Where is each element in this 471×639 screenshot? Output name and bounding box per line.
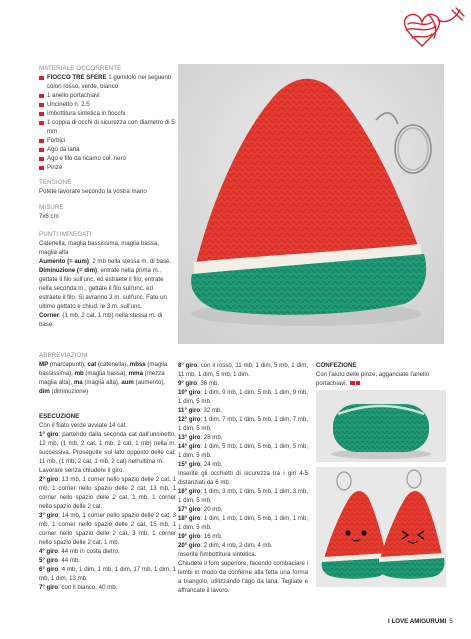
materials-header: MATERIALE OCCORRENTE	[39, 65, 122, 72]
round-row: 11° giro: 32 mb.	[178, 407, 223, 414]
stitches-intro: Catenella, maglia bassissima, maglia bassa, maglia alta	[39, 240, 159, 256]
red-square-bullet-icon	[350, 381, 355, 386]
round-row: 2° giro: 13 mb, 1 corner nello spazio delle 2 cat, 1 mb, 1 corner nello spazio delle 2 cat, 13 mb, 1 corner nello spazio delle 2 cat, 1 mb, 1 corner nello spazio delle 2 cat.	[39, 476, 177, 510]
round-row: 12° giro: 1 dim, 7 mb, 1 dim, 5 mb, 1 dim, 7 mb, 1 dim, 5 mb.	[178, 416, 308, 432]
round-row: Lavorare senza chiudere il giro.	[39, 467, 125, 474]
round-row: 7° giro: con il bianco, 40 mb.	[39, 584, 118, 591]
round-row: 10° giro: 1 dim, 9 mb, 1 dim, 5 mb, 1 dim, 9 mb, 1 dim, 5 mb.	[178, 389, 308, 405]
abbreviations-text: MP (marcapunti), cat (catenella), mbss (maglia bassissima), mb (maglia bassa), mma (mezza maglia alta), ma (maglia alta), aum (aumento), dim (diminuzione)	[39, 361, 168, 395]
round-row: 1° giro: partendo dalla seconda cat dall'uncinetto, 12 mb, (1 mb, 2 cat, 1 mb, 2 cat, 1 mb) nella m. successiva. Proseguite sul lato opposto delle cat: 11 mb, (1 mb, 2 cat, 1 mb, 2 cat) nell'ultima m.	[39, 431, 176, 465]
watermelon-pair-photo	[316, 467, 446, 587]
round-row: Inserite l'imbottitura sintetica.	[178, 551, 257, 558]
round-row: 19° giro: 16 mb.	[178, 533, 223, 540]
round-row: 9° giro: 36 mb.	[178, 380, 220, 387]
material-item: FIOCCO TRE SFERE 1 gomitolo nei seguenti colori rosso, verde, bianco	[39, 73, 176, 91]
stitch-item: Corner: (1 mb, 2 cat, 1 mb) nella stessa m. di base.	[39, 312, 163, 328]
tension-text: Potete lavorare secondo la vostra mano	[39, 188, 147, 195]
green-rind-piece-photo	[316, 390, 446, 462]
round-row: 14° giro: 1 dim, 5 mb, 1 dim, 5 mb, 1 dim, 5 mb, 1 dim, 5 mb.	[178, 443, 308, 459]
rounds-column	[178, 361, 308, 595]
tension-section	[39, 178, 176, 196]
round-row: 17° giro: 20 mb.	[178, 506, 223, 513]
material-item: Forbici	[39, 136, 176, 145]
assembly-section	[316, 361, 446, 388]
round-row: 6° giro: 4 mb, 1 dim, 1 mb, 1 dim, 17 mb, 1 dim, 1 mb, 1 dim, 13 mb.	[39, 566, 177, 582]
round-row: 15° giro: 24 mb.	[178, 461, 223, 468]
material-item: Imbottitura sintetica in fiocchi	[39, 109, 176, 118]
material-item: 1 anello portachiavi	[39, 91, 176, 100]
round-row: 20° giro: 2 dim, 4 mb, 2 dim, 4 mb.	[178, 542, 273, 549]
yarn-ball-heart-icon	[398, 6, 466, 54]
size-text: 7x6 cm	[39, 213, 59, 220]
round-row: Inserite gli occhietti di sicurezza tra i giri 4-5 distanziati da 6 mb.	[178, 470, 308, 486]
abbreviations-section	[39, 351, 176, 396]
stitch-item: Diminuzione (= dim): entrate nella prima m., gettate il filo sull'unc. ed estraete il filo; entrate nella seconda m., gettate il filo sull'unc. ed estraete il filo. Si avranno 3 m. sull'unc. Fate un ultimo gettato e chiud. le 3 m. sull'unc.	[39, 267, 167, 310]
watermelon-keychain-photo	[178, 64, 444, 344]
red-square-bullet-icon	[356, 381, 361, 386]
round-row: Chiudete il foro superiore, facendo combaciare i lembi in modo da conferire alla fetta una forma a triangolo, utilizzando l'ago da lana. Tagliate e affrancate il lavoro.	[178, 560, 308, 594]
stitches-header: PUNTI IMPIEGATI	[39, 231, 92, 238]
size-header: MISURE	[39, 204, 64, 211]
assembly-text: Con l'aiuto delle pinze, agganciate l'anello portachiavi.	[316, 371, 430, 387]
material-item: 1 coppia di occhi di sicurezza con diametro di 5 mm	[39, 118, 176, 136]
round-row: 3° giro: 14 mb, 1 corner nello spazio delle 2 cat, 3 mb, 1 corner nello spazio delle 2 cat, 15 mb, 1 corner nello spazio delle 2 cat, 3 mb, 1 corner nello spazio delle 2 cat, 1 mb.	[39, 512, 177, 546]
round-row: 13° giro: 28 mb.	[178, 434, 223, 441]
round-row: 18° giro: 1 dim, 1 mb, 1 dim, 5 mb, 1 dim, 1 mb, 1 dim, 5 mb.	[178, 515, 308, 531]
assembly-header: CONFEZIONE	[316, 362, 357, 369]
round-row: 4° giro: 44 mb in costa dietro.	[39, 548, 120, 555]
magazine-name: I LOVE AMIGURUMI	[388, 618, 447, 625]
round-row: 8° giro: con il rosso, 11 mb, 1 dim, 5 mb, 1 dim, 11 mb, 1 dim, 5 mb, 1 dim.	[178, 362, 308, 378]
execution-section	[39, 412, 176, 592]
execution-intro: Con il filato verde avviate 14 cat.	[39, 422, 128, 429]
stitches-section	[39, 230, 176, 329]
abbreviations-header: ABBREVIAZIONI	[39, 352, 88, 359]
material-item: Ago da lana	[39, 145, 176, 154]
page-footer	[388, 617, 453, 626]
stitch-item: Aumento (= aum): 2 mb nella stessa m. di base.	[39, 258, 172, 265]
tension-header: TENSIONE	[39, 179, 72, 186]
execution-header: ESECUZIONE	[39, 413, 80, 420]
size-section	[39, 203, 176, 221]
materials-section	[39, 64, 176, 172]
round-row: 16° giro: 1 dim, 3 mb, 1 dim, 5 mb, 1 dim, 3 mb, 1 dim, 5 mb.	[178, 488, 308, 504]
material-item: Uncinetto n. 2.5	[39, 100, 176, 109]
materials-list	[39, 73, 176, 172]
material-item: Pinze	[39, 163, 176, 172]
page-number: 5	[449, 618, 453, 625]
round-row: 5° giro: 44 mb.	[39, 557, 81, 564]
material-item: Ago e filo da ricamo col. nero	[39, 154, 176, 163]
